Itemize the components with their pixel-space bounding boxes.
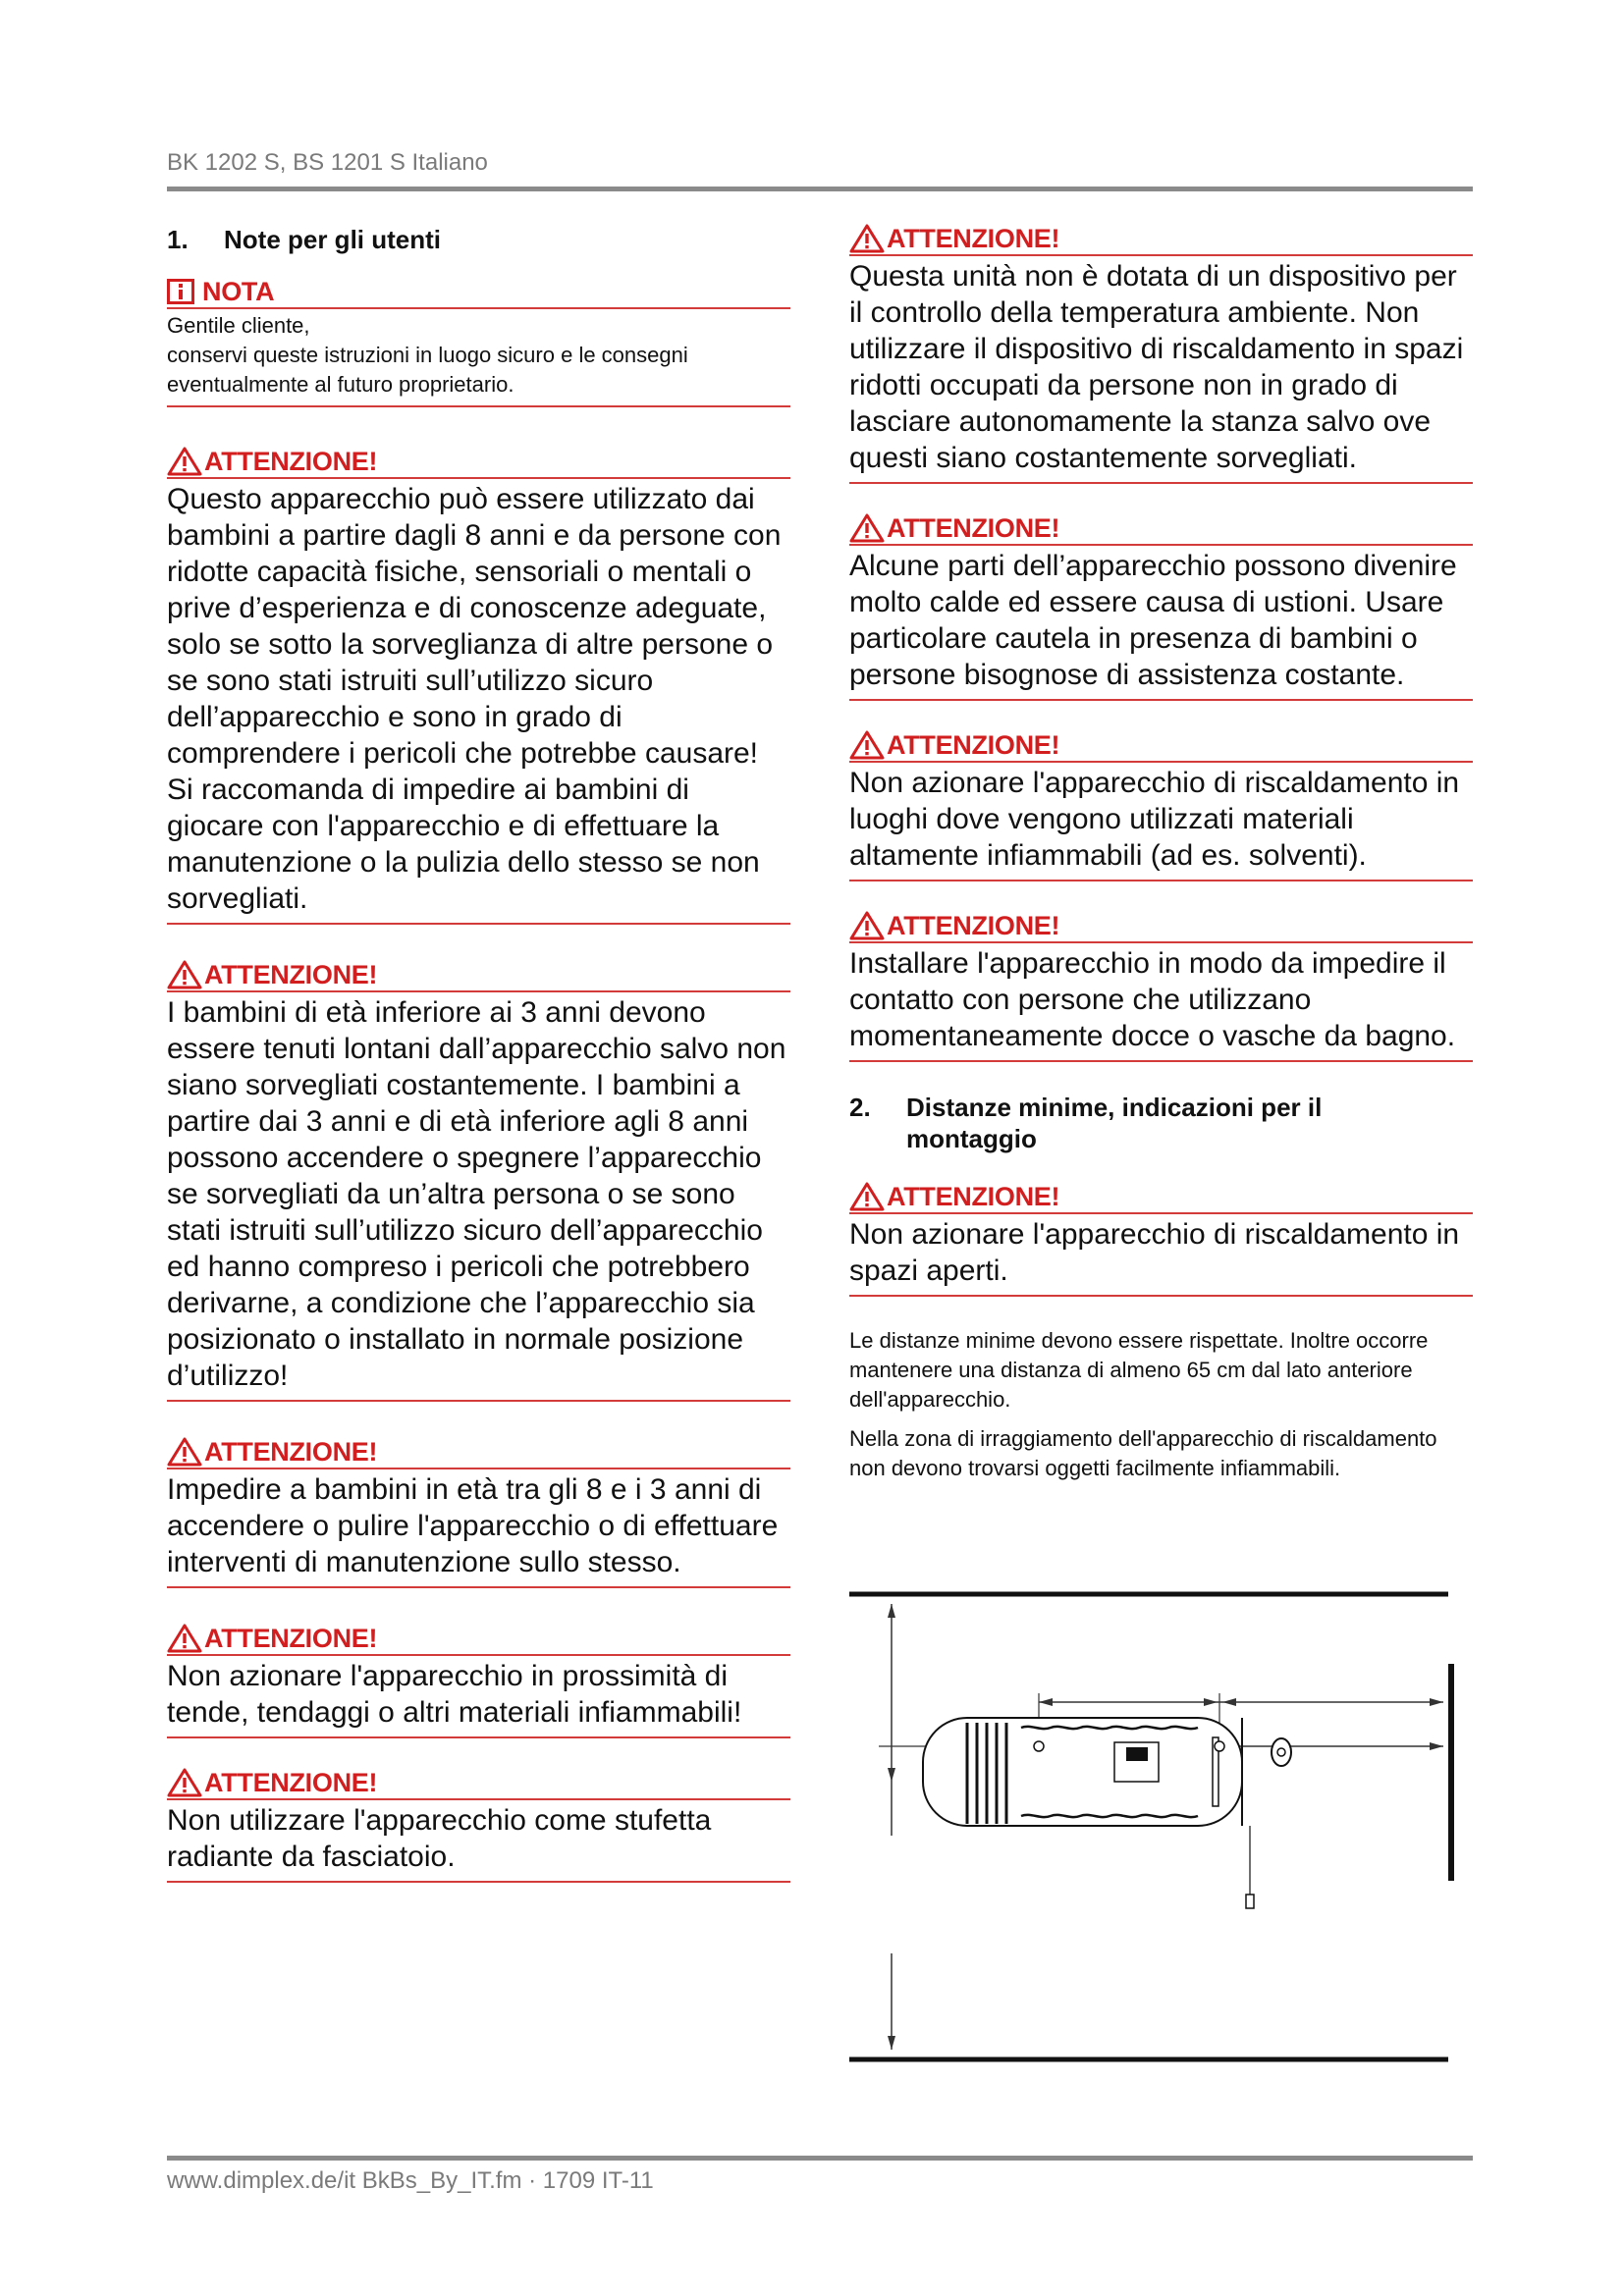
warning-triangle-icon xyxy=(849,513,885,543)
warning-triangle-icon xyxy=(849,224,885,253)
warning-triangle-icon xyxy=(849,1182,885,1211)
warning-notice xyxy=(849,224,1473,484)
warning-label: ATTENZIONE! xyxy=(887,513,1060,543)
warning-triangle-icon xyxy=(167,1768,202,1797)
paragraph: Nella zona di irraggiamento dell'apparecchio di riscaldamento non devono trovarsi oggetti facilmente infiammabili. xyxy=(849,1426,1437,1480)
arrow-icon xyxy=(888,1768,895,1782)
warning-label: ATTENZIONE! xyxy=(204,960,378,989)
warning-text: Non utilizzare l'apparecchio come stufetta radiante da fasciatoio. xyxy=(167,1804,712,1873)
warning-triangle-icon xyxy=(167,1437,202,1467)
warning-triangle-icon xyxy=(167,960,202,989)
warning-label: ATTENZIONE! xyxy=(887,730,1060,760)
nota-title xyxy=(167,277,790,309)
nota-body xyxy=(167,309,790,407)
warning-triangle-icon xyxy=(167,447,202,476)
warning-label: ATTENZIONE! xyxy=(887,1182,1060,1211)
warning-notice xyxy=(167,1768,790,1883)
warning-text: Non azionare l'apparecchio in prossimità di tende, tendaggi o altri materiali infiammabili! xyxy=(167,1660,742,1729)
section-2-title: Distanze minime, indicazioni per il montaggio xyxy=(906,1093,1323,1153)
arrow-icon xyxy=(1039,1698,1053,1706)
warning-text: Installare l'apparecchio in modo da impedire il contatto con persone che utilizzano momentaneamente docce o vasche da bagno. xyxy=(849,947,1456,1052)
warning-text: I bambini di età inferiore ai 3 anni devono essere tenuti lontani dall’apparecchio salvo non siano sorvegliati costantemente. I bambini a partire dai 3 anni e di età inferiore agli 8 anni possono accendere o spegnere l’apparecchio se sorvegliati da un’altra persona o se sono stati istruiti sull’utilizzo sicuro dell’apparecchio ed hanno compreso i pericoli che potrebbero derivarne, a condizione che l’apparecchio sia posizionato o installato in normale posizione d’utilizzo! xyxy=(167,996,786,1392)
warning-text: Questo apparecchio può essere utilizzato dai bambini a partire dagli 8 anni e da persone con ridotte capacità fisiche, sensoriali o mentali o prive d’esperienza e di conoscenze adeguate, solo se sotto la sorveglianza di altre persone o se sono stati istruiti sull’utilizzo sicuro dell’apparecchio e sono in grado di comprendere i pericoli che potrebbe causare! xyxy=(167,483,782,770)
section-2-heading xyxy=(849,1092,1473,1154)
warning-notice xyxy=(849,730,1473,881)
header-rule xyxy=(167,187,1473,191)
warning-notice xyxy=(849,513,1473,701)
nota-line: Gentile cliente, xyxy=(167,313,310,338)
warning-notice xyxy=(849,1182,1473,1297)
arrow-icon xyxy=(1222,1698,1236,1706)
warning-text-2: Si raccomanda di impedire ai bambini di giocare con l'apparecchio e di effettuare la manutenzione o la pulizia dello stesso se non sorvegliati. xyxy=(167,774,760,915)
warning-notice xyxy=(167,960,790,1402)
section-1-heading xyxy=(167,224,790,255)
arrow-icon xyxy=(1430,1742,1443,1750)
paragraph: Le distanze minime devono essere rispettate. Inoltre occorre mantenere una distanza di almeno 65 cm dal lato anteriore dell'apparecchio. xyxy=(849,1328,1429,1412)
warning-label: ATTENZIONE! xyxy=(204,1437,378,1467)
nota-line: conservi queste istruzioni in luogo sicuro e le consegni eventualmente al futuro proprietario. xyxy=(167,343,688,397)
info-icon xyxy=(167,279,194,304)
warning-triangle-icon xyxy=(849,730,885,760)
nota-label: NOTA xyxy=(202,277,275,306)
arrow-icon xyxy=(888,1604,895,1618)
warning-notice xyxy=(167,1624,790,1738)
right-column xyxy=(849,224,1473,1493)
footer-rule xyxy=(167,2156,1473,2161)
warning-label: ATTENZIONE! xyxy=(887,911,1060,940)
minimum-distances-diagram xyxy=(849,1580,1478,2071)
section-1-title: Note per gli utenti xyxy=(224,225,441,254)
left-column xyxy=(167,224,790,1912)
heater-device xyxy=(923,1718,1242,1826)
end-cap-hole-icon xyxy=(1277,1748,1285,1756)
warning-text: Non azionare l'apparecchio di riscaldamento in spazi aperti. xyxy=(849,1218,1460,1287)
warning-text: Alcune parti dell’apparecchio possono divenire molto calde ed essere causa di ustioni. Usare particolare cautela in presenza di bambini o persone bisognose di assistenza costante. xyxy=(849,550,1457,691)
arrow-icon xyxy=(888,2036,895,2050)
warning-label: ATTENZIONE! xyxy=(887,224,1060,253)
warning-triangle-icon xyxy=(167,1624,202,1653)
section-1-number: 1. xyxy=(167,225,189,254)
section-2-number: 2. xyxy=(849,1093,871,1122)
warning-label: ATTENZIONE! xyxy=(204,1624,378,1653)
arrow-icon xyxy=(1430,1698,1443,1706)
warning-label: ATTENZIONE! xyxy=(204,447,378,476)
warning-label: ATTENZIONE! xyxy=(204,1768,378,1797)
warning-text: Questa unità non è dotata di un dispositivo per il controllo della temperatura ambiente. Non utilizzare il dispositivo di riscaldamento in spazi ridotti occupati da persone non in grado di lasciare autonomamente la stanza salvo ove questi siano costantemente sorvegliati. xyxy=(849,260,1464,474)
page-header: BK 1202 S, BS 1201 S Italiano xyxy=(167,149,488,176)
arrow-icon xyxy=(1204,1698,1218,1706)
warning-triangle-icon xyxy=(849,911,885,940)
warning-notice xyxy=(167,1437,790,1588)
warning-text: Impedire a bambini in età tra gli 8 e i 3 anni di accendere o pulire l'apparecchio o di effettuare interventi di manutenzione sullo stesso. xyxy=(167,1473,779,1578)
pull-cord-handle xyxy=(1246,1895,1254,1908)
nota-notice xyxy=(167,277,790,407)
warning-text: Non azionare l'apparecchio di riscaldamento in luoghi dove vengono utilizzati materiali altamente infiammabili (ad es. solventi). xyxy=(849,767,1460,872)
page-footer: www.dimplex.de/it BkBs_By_IT.fm · 1709 IT-11 xyxy=(167,2167,654,2194)
mounting-hole-icon xyxy=(1034,1741,1044,1751)
warning-notice xyxy=(167,447,790,925)
mounting-hole-icon xyxy=(1215,1741,1224,1751)
warning-notice xyxy=(849,911,1473,1062)
